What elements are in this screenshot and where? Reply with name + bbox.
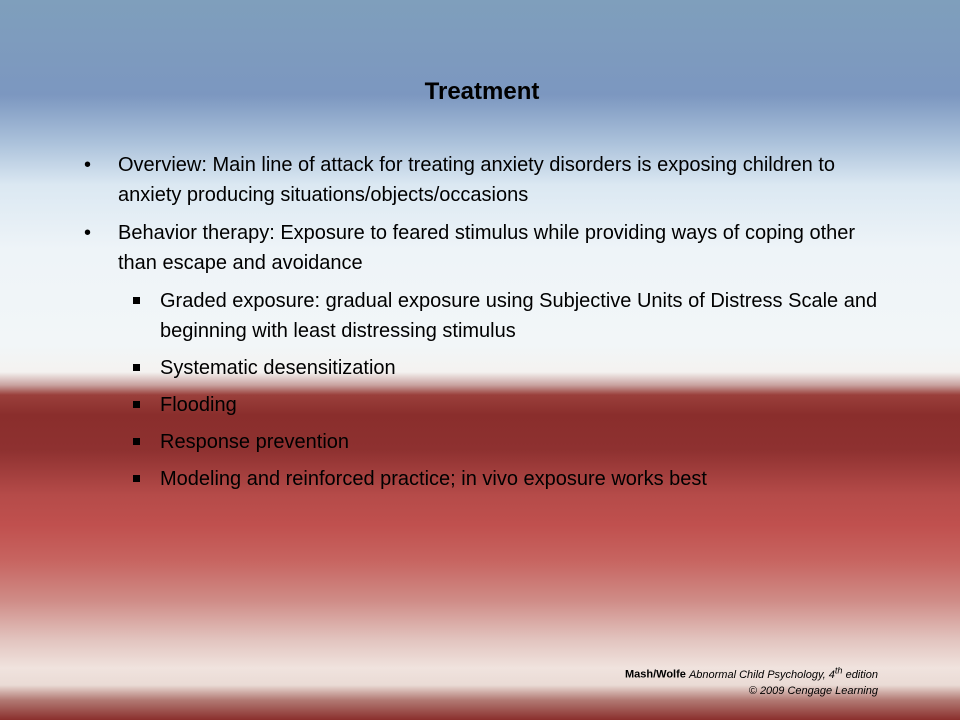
bullet-icon: •	[84, 222, 92, 244]
footer-copyright: © 2009 Cengage Learning	[748, 684, 878, 697]
bullet-item	[84, 218, 898, 278]
square-bullet-icon	[133, 401, 140, 408]
bullet-text: Overview: Main line of attack for treating anxiety disorders is exposing children to anxiety producing situations/objects/occasions	[118, 154, 836, 206]
footer-book-title: Abnormal Child Psychology, 4	[688, 668, 835, 681]
footer-edition-suffix: edition	[842, 668, 878, 681]
square-bullet-icon	[133, 364, 140, 371]
sub-bullet-text: Systematic desensitization	[160, 357, 396, 379]
bullet-list	[0, 150, 960, 494]
slide-footer	[625, 662, 878, 699]
sub-bullet-text: Response prevention	[160, 431, 350, 453]
square-bullet-icon	[133, 297, 140, 304]
footer-edition-superscript: th	[834, 665, 843, 675]
footer-author: Mash/Wolfe	[624, 668, 686, 681]
footer-book	[688, 665, 878, 681]
sub-bullet-item	[160, 353, 900, 383]
bullet-text: Behavior therapy: Exposure to feared stimulus while providing ways of coping other than escape and avoidance	[118, 222, 856, 274]
sub-bullet-text: Modeling and reinforced practice; in vivo exposure works best	[160, 468, 707, 490]
sub-bullet-text: Graded exposure: gradual exposure using Subjective Units of Distress Scale and beginning with least distressing stimulus	[160, 290, 878, 342]
bullet-item	[84, 150, 898, 210]
square-bullet-icon	[133, 475, 140, 482]
square-bullet-icon	[133, 438, 140, 445]
sub-bullet-text: Flooding	[160, 394, 237, 416]
slide-title: Treatment	[424, 78, 540, 105]
footer-citation	[625, 662, 878, 683]
sub-bullet-item	[160, 427, 900, 457]
sub-bullet-item	[160, 390, 900, 420]
sub-bullet-item	[160, 286, 900, 346]
bullet-icon: •	[84, 154, 92, 176]
sub-bullet-item	[160, 464, 900, 494]
